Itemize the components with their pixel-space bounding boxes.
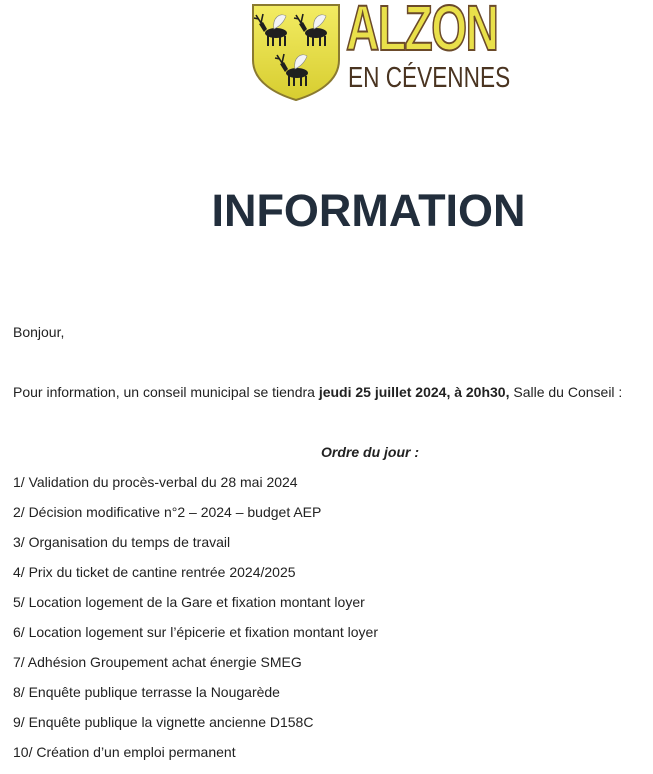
logo-title: ALZON [346,0,498,64]
page-title: INFORMATION [211,185,526,236]
agenda-title: Ordre du jour : [321,444,419,460]
agenda-item: 4/ Prix du ticket de cantine rentrée 2024/2025 [13,564,296,580]
agenda-item: 3/ Organisation du temps de travail [13,534,231,550]
greeting-text: Bonjour, [13,324,65,340]
agenda-item: 7/ Adhésion Groupement achat énergie SMEG [13,654,302,670]
agenda-item: 10/ Création d’un emploi permanent [13,744,236,760]
agenda-item: 8/ Enquête publique terrasse la Nougarède [13,684,280,700]
agenda-item: 5/ Location logement de la Gare et fixation montant loyer [13,594,365,610]
logo-subtitle: EN CÉVENNES [348,62,511,94]
agenda-item: 6/ Location logement sur l’épicerie et fixation montant loyer [13,624,378,640]
agenda-item: 1/ Validation du procès-verbal du 28 mai 2024 [13,474,298,490]
intro-text-before: Pour information, un conseil municipal se tiendra [13,384,319,400]
agenda-item: 9/ Enquête publique la vignette ancienne D158C [13,714,314,730]
meeting-date: jeudi 25 juillet 2024, à 20h30, [318,384,510,400]
coat-of-arms-icon [250,2,342,102]
alzon-logo [250,0,511,102]
agenda-item: 2/ Décision modificative n°2 – 2024 – budget AEP [13,504,322,520]
intro-text-after: Salle du Conseil : [509,384,623,400]
intro-paragraph [13,384,622,400]
agenda-list [13,474,378,774]
